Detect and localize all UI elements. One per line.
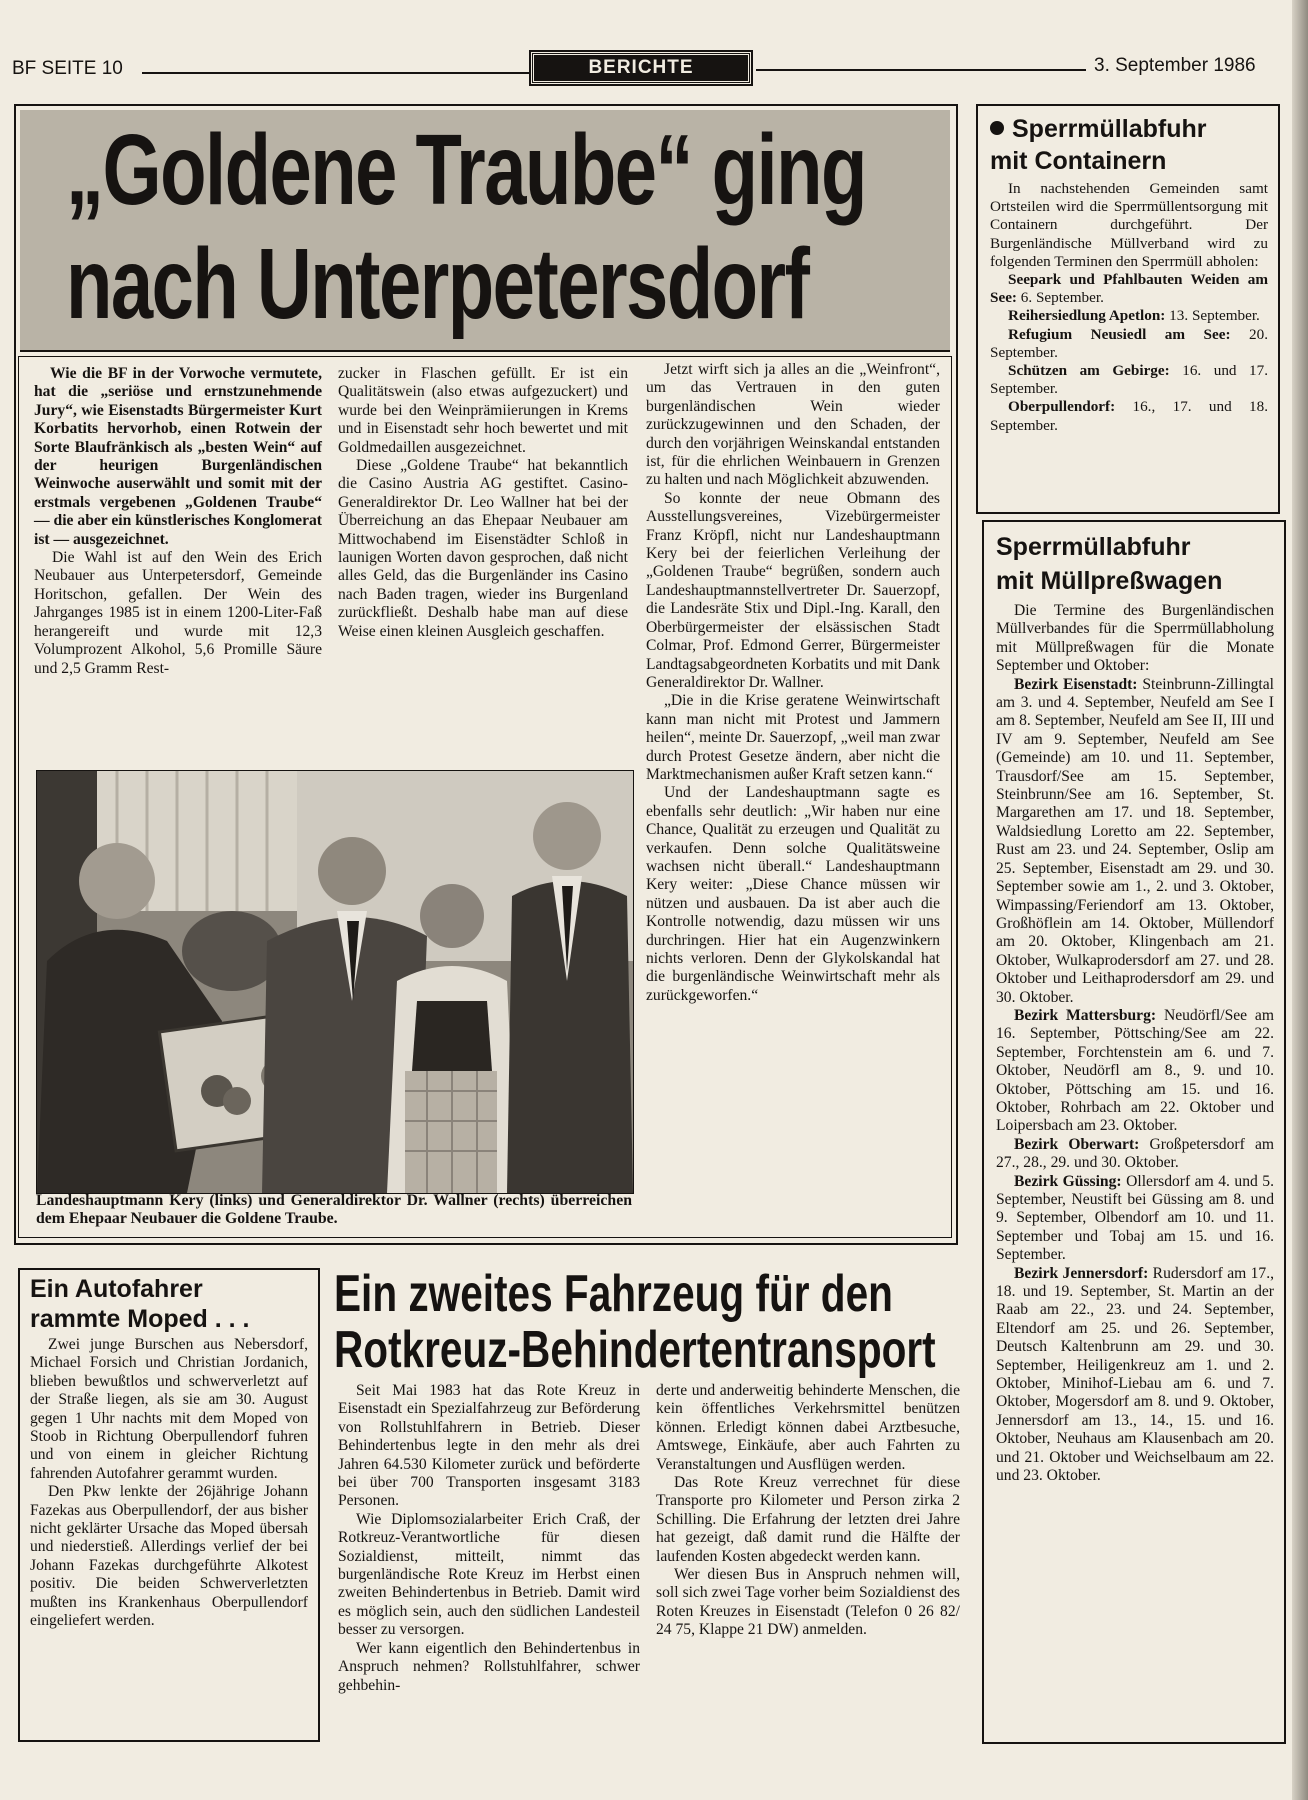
photo-caption: Landeshauptmann Kery (links) und Generaldirektor Dr. Wallner (rechts) überreichen dem Ehepaar Neubauer die Goldene Traube. — [36, 1192, 632, 1228]
main-headline-line1: „Goldene Traube“ ging — [66, 114, 866, 226]
header-rule-left — [142, 72, 530, 74]
paragraph: „Die in die Krise geratene Weinwirtschaft kann man nicht mit Protest und Jammern heilen“, meinte Dr. Sauerzopf, „weil man zwar durch Protest Gesetze ändern, aber nicht die Marktmechanismen außer Kraft setzen kann.“ — [646, 692, 940, 783]
paragraph: derte und anderweitig behinderte Menschen, die kein öffentliches Verkehrsmittel benützen können. Erledigt können dabei Arztbesuche, Amtswege, Einkäufe, aber auch Fahrten zu Veranstaltungen und Ausflügen werden. — [656, 1382, 960, 1473]
paragraph: Zwei junge Burschen aus Nebersdorf, Michael Forsich und Christian Jordanich, blieben bewußtlos und schwerverletzt auf der Straße liegen, als sie am 30. August gegen 1 Uhr nachts mit dem Moped von Stoob in Richtung Oberpullendorf fuhren und von einem in gleicher Richtung fahrenden Autofahrer gerammt wurden. — [30, 1336, 308, 1482]
moped-text — [30, 1336, 308, 1631]
container-entry-3: Refugium Neusiedl am See: 20. September. — [990, 325, 1268, 361]
issue-date: 3. September 1986 — [1094, 55, 1256, 76]
paragraph: Und der Landeshauptmann sagte es ebenfalls sehr deutlich: „Wir haben nur eine Chance, Qualität zu erzeugen und Qualität zu verkaufen. Denn solche Qualitätsweine wachsen nicht überall.“ Landeshauptmann Kery weiter: „Diese Chance müssen wir nützen und ausbauen. Da ist aber auch die Kontrolle notwendig, dazu müssen wir uns durchringen. Hier hat ein Augenzwinkern nichts verloren. Denn der Glykolskandal hat die burgenländische Weinwirtschaft mehr als zurückgeworfen.“ — [646, 784, 940, 1004]
moped-title-line2: rammte Moped . . . — [30, 1305, 250, 1333]
main-column-2 — [338, 365, 628, 641]
press-title-line2: mit Müllpreßwagen — [996, 567, 1223, 595]
bullet-icon — [990, 121, 1004, 135]
district-mattersburg: Bezirk Mattersburg: Neudörfl/See am 16. September, Pöttsching/See am 22. September, Forchtenstein am 6. und 7. Oktober, Neudörfl am 8., 9. und 10. Oktober, Pöttsching am 15. und 16. Oktober, Rohrbach am 22. Oktober und Loipersbach am 23. Oktober. — [996, 1006, 1274, 1135]
paragraph: Jetzt wirft sich ja alles an die „Weinfront“, um das Vertrauen in den guten burgenländischen Wein wieder zurückzugewinnen und den Schaden, der durch den vorjährigen Weinskandal entstanden ist, für die ehrlichen Weinbauern in Grenzen zu halten und nach Möglichkeit abzuwenden. — [646, 361, 940, 489]
paragraph: Seit Mai 1983 hat das Rote Kreuz in Eisenstadt ein Spezialfahrzeug zur Beförderung von Rollstuhlfahrern in Betrieb. Dieser Behindertenbus legte in den mehr als drei Jahren 64.530 Kilometer zurück und beförderte bei über 700 Transporten insgesamt 3183 Personen. — [338, 1382, 640, 1510]
container-entry-2: Reihersiedlung Apetlon: 13. September. — [1008, 307, 1260, 325]
district-eisenstadt: Bezirk Eisenstadt: Steinbrunn-Zillingtal am 3. und 4. September, Neufeld am See I am 8. September, Neufeld am See II, III und IV am 9. September, Neufeld am See (Gemeinde) am 10. und 11. September, Trausdorf/See am 15. September, Steinbrunn/See am 16. September, St. Margarethen am 17. und 18. September, Waldsiedlung Loretto am 22. September, Rust am 23. und 24. September, Oslip am 25. September, Eisenstadt am 29. und 30. September sowie am 1., 2. und 3. Oktober, Wimpassing/Feriendorf am 13. Oktober, Großhöflein am 14. Oktober, Müllendorf am 20. Oktober, Klingenbach am 21. Oktober, Wulkaprodersdorf am 27. und 28. Oktober und Leithaprodersdorf am 29. und 30. Oktober. — [996, 675, 1274, 1006]
district-oberwart: Bezirk Oberwart: Großpetersdorf am 27., 28., 29. und 30. Oktober. — [996, 1135, 1275, 1172]
paragraph: Wer diesen Bus in Anspruch nehmen will, soll sich zwei Tage vorher beim Sozialdienst des Roten Kreuzes in Eisenstadt (Telefon 0 26 82/ 24 75, Klappe 21 DW) anmelden. — [656, 1566, 960, 1639]
container-title-line1: Sperrmüllabfuhr — [990, 114, 1206, 144]
press-title-line1: Sperrmüllabfuhr — [996, 533, 1191, 561]
section-label: BERICHTE — [531, 52, 751, 84]
rotkreuz-headline-line2: Rotkreuz-Behindertentransport — [334, 1321, 936, 1379]
paragraph: So konnte der neue Obmann des Ausstellungsvereines, Vizebürgermeister Franz Kröpfl, nicht nur Landeshauptmann Kery bei der feierlichen Verleihung der „Goldenen Traube“ begrüßen, sondern auch Landeshauptmannstellvertreter Dr. Sauerzopf, die Landesräte Stix und Dipl.-Ing. Karall, den Oberbürgermeister der elsässischen Stadt Colmar, Prof. Edmond Gerrer, Bürgermeister Landtagsabgeordneten Korbatits und mit Dank Generaldirektor Dr. Wallner. — [646, 489, 940, 691]
paragraph: Die Wahl ist auf den Wein des Erich Neubauer aus Unterpetersdorf, Gemeinde Horitschon, gefallen. Der Wein des Jahrganges 1985 ist in einem 1200-Liter-Faß herangereift und wurde mit 12,3 Volumprozent Alkohol, 5,6 Promille Säure und 2,5 Gramm Rest- — [34, 549, 322, 677]
press-text — [996, 602, 1274, 1486]
container-entry-4: Schützen am Gebirge: 16. und 17. September. — [990, 362, 1268, 398]
lead-paragraph: Wie die BF in der Vorwoche vermutete, hat die „seriöse und ernstzunehmende Jury“, wie Eisenstadts Bürgermeister Kurt Korbatits hervorhob, einen Rotwein der Sorte Blaufränkisch als „besten Wein“ auf der heurigen Burgenländischen Weinwoche auserwählt und somit mit der erstmals vergebenen „Goldenen Traube“ — die aber ein künstlerisches Konglomerat ist — ausgezeichnet. — [34, 365, 322, 548]
container-entry-1: Seepark und Pfahlbauten Weiden am See: 6. September. — [990, 271, 1268, 307]
rotkreuz-headline-line1: Ein zweites Fahrzeug für den — [334, 1265, 893, 1323]
district-guessing: Bezirk Güssing: Ollersdorf am 4. und 5. September, Neustift bei Güssing am 8. und 9. September, Olbendorf am 10. und 11. September und Tobaj am 15. und 16. September. — [996, 1172, 1274, 1264]
main-headline-line2: nach Unterpetersdorf — [66, 228, 809, 340]
paragraph: Diese „Goldene Traube“ hat bekanntlich die Casino Austria AG gestiftet. Casino-Generaldirektor Dr. Leo Wallner hat bei der Überreichung an das Ehepaar Neubauer am Mittwochabend im Eisenstädter Schloß in launigen Worten davon gesprochen, daß nicht alles Geld, das die Burgenländer ins Casino nach Baden tragen, wieder ins Burgenland zurückfließt. Deshalb habe man auf diese Weise einen kleinen Ausgleich geschaffen. — [338, 457, 628, 640]
rotkreuz-column-2 — [656, 1382, 960, 1640]
container-entry-5: Oberpullendorf: 16., 17. und 18. September. — [990, 398, 1268, 434]
container-text — [990, 180, 1268, 435]
photo-scene — [37, 771, 633, 1193]
paragraph: zucker in Flaschen gefüllt. Er ist ein Qualitätswein (also etwas aufgezuckert) und wurde bei den Weinprämiierungen in Krems und in Eisenstadt sehr hoch bewertet und mit Goldmedaillen ausgezeichnet. — [338, 365, 628, 456]
paragraph: Den Pkw lenkte der 26jährige Johann Fazekas aus Oberpullendorf, der aus bisher nicht geklärter Ursache das Moped übersah und niederstieß. Allerdings verlief der bei Johann Fazekas durchgeführte Alkotest positiv. Die beiden Schwerverletzten mußten ins Krankenhaus Oberpullendorf eingeliefert werden. — [30, 1483, 308, 1630]
main-column-3 — [646, 361, 940, 1005]
page-number: BF SEITE 10 — [12, 58, 123, 79]
header-rule-right — [756, 69, 1086, 71]
rotkreuz-column-1 — [338, 1382, 640, 1695]
main-column-1 — [34, 365, 322, 678]
paragraph: Wer kann eigentlich den Behindertenbus in Anspruch nehmen? Rollstuhlfahrer, schwer gehbehin- — [338, 1639, 640, 1694]
district-jennersdorf: Bezirk Jennersdorf: Rudersdorf am 17., 18. und 19. September, St. Martin an der Raab am 22., 23. und 24. September, Eltendorf am 25. und 26. September, Deutsch Kaltenbrunn am 29. und 30. September, Heiligenkreuz am 1. und 2. Oktober, Minihof-Liebau am 6. und 7. Oktober, Mogersdorf am 8. und 9. Oktober, Jennersdorf am 13., 14., 15. und 16. Oktober, Neuhaus am Klausenbach am 20. und 21. Oktober und Weichselbaum am 22. und 23. Oktober. — [996, 1264, 1274, 1485]
page-edge — [1292, 0, 1308, 1800]
paragraph: Wie Diplomsozialarbeiter Erich Craß, der Rotkreuz-Verantwortliche für diesen Sozialdienst, mitteilt, nimmt das burgenländische Rote Kreuz im Herbst einen zweiten Behindertenbus in Betrieb. Damit wird es möglich sein, auch den südlichen Landesteil besser zu versorgen. — [338, 1510, 640, 1639]
award-photo — [36, 770, 634, 1194]
container-intro: In nachstehenden Gemeinden samt Ortsteilen wird die Sperrmüllentsorgung mit Containern durchgeführt. Der Burgenländische Müllverband wird zu folgenden Terminen den Sperrmüll abholen: — [990, 180, 1268, 270]
moped-title-line1: Ein Autofahrer — [30, 1275, 203, 1303]
container-title-line2: mit Containern — [990, 147, 1167, 175]
paragraph: Das Rote Kreuz verrechnet für diese Transporte pro Kilometer und Person zirka 2 Schilling. Die Erfahrung der letzten drei Jahre hat gezeigt, daß damit rund die Hälfte der laufenden Kosten abgedeckt werden kann. — [656, 1474, 960, 1565]
press-intro: Die Termine des Burgenländischen Müllverbandes für die Sperrmüllabholung mit Müllpreßwagen für die Monate September und Oktober: — [996, 602, 1274, 675]
